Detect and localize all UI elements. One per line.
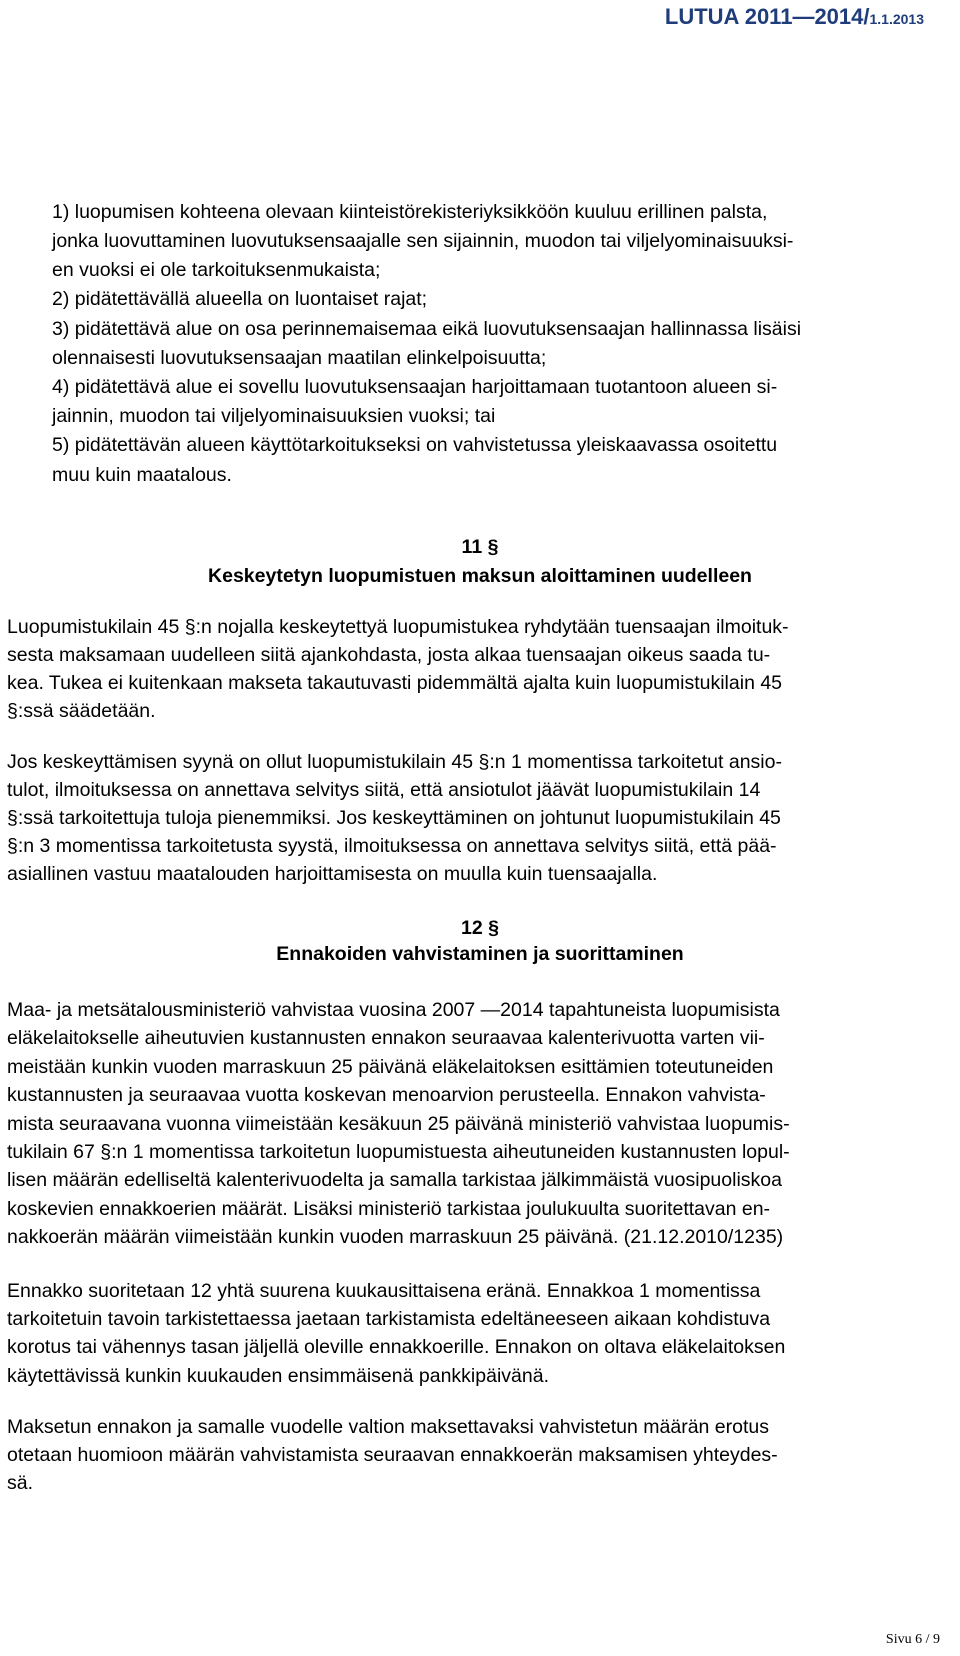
paragraph-line: korotus tai vähennys tasan jäljellä oleville ennakkoerille. Ennakon on oltava eläkelaitoksen [7, 1336, 786, 1358]
paragraph-line: §:ssä tarkoitettuja tuloja pienemmiksi. Jos keskeyttäminen on johtunut luopumistukilain 45 [7, 807, 781, 829]
paragraph-line: Maksetun ennakon ja samalle vuodelle valtion maksettavaksi vahvistetun määrän erotus [7, 1416, 769, 1438]
paragraph-line: asiallinen vastuu maatalouden harjoittamisesta on muulla kuin tuensaajalla. [7, 863, 658, 885]
paragraph-line: lisen määrän edelliseltä kalenterivuodelta ja samalla tarkistaa jälkimmäistä vuosipuoliskoa [7, 1169, 782, 1191]
paragraph-line: Ennakko suoritetaan 12 yhtä suurena kuukausittaisena eränä. Ennakkoa 1 momentissa [7, 1280, 761, 1302]
paragraph-line: tarkoitetuin tavoin tarkistettaessa jaetaan tarkistamista edeltäneeseen aikaan kohdistuva [7, 1308, 771, 1330]
list-line: 5) pidätettävän alueen käyttötarkoitukseksi on vahvistetussa yleiskaavassa osoitettu [52, 434, 778, 456]
page-number: Sivu 6 / 9 [885, 1632, 940, 1647]
section-11-title: Keskeytetyn luopumistuen maksun aloittaminen uudelleen [208, 565, 752, 587]
paragraph-line: kea. Tukea ei kuitenkaan makseta takautuvasti pidemmältä ajalta kuin luopumistukilain 45 [7, 672, 783, 694]
paragraph-line: tukilain 67 §:n 1 momentissa tarkoitetun luopumistuesta aiheutuneiden kustannusten lopul- [7, 1141, 790, 1163]
paragraph-line: meistään kunkin vuoden marraskuun 25 päivänä eläkelaitoksen esittämien toteutuneiden [7, 1056, 774, 1078]
paragraph-line: §:n 3 momentissa tarkoitetusta syystä, ilmoituksessa on annettava selvitys siitä, että pää- [7, 835, 777, 857]
paragraph-line: Jos keskeyttämisen syynä on ollut luopumistukilain 45 §:n 1 momentissa tarkoitetut ansio- [7, 751, 782, 773]
document-header [665, 4, 924, 30]
section-12-number: 12 § [461, 917, 499, 939]
list-line: jainnin, muodon tai viljelyominaisuuksien vuoksi; tai [52, 405, 496, 427]
paragraph-line: Luopumistukilain 45 §:n nojalla keskeytettyä luopumistukea ryhdytään tuensaajan ilmoituk- [7, 616, 789, 638]
list-line: olennaisesti luovutuksensaajan maatilan elinkelpoisuutta; [52, 347, 547, 369]
paragraph-line: mista seuraavana vuonna viimeistään kesäkuun 25 päivänä ministeriö vahvistaa luopumis- [7, 1113, 790, 1135]
header-date: 1.1.2013 [869, 11, 924, 27]
paragraph-line: Maa- ja metsätalousministeriö vahvistaa vuosina 2007 —2014 tapahtuneista luopumisista [7, 999, 780, 1021]
list-line: jonka luovuttaminen luovutuksensaajalle sen sijainnin, muodon tai viljelyominaisuuksi- [52, 230, 794, 252]
list-line: 4) pidätettävä alue ei sovellu luovutuksensaajan harjoittamaan tuotantoon alueen si- [52, 376, 778, 398]
section-11-number: 11 § [461, 536, 499, 558]
list-line: en vuoksi ei ole tarkoituksenmukaista; [52, 259, 381, 281]
list-line: muu kuin maatalous. [52, 464, 232, 486]
list-line: 1) luopumisen kohteena olevaan kiinteistörekisteriyksikköön kuuluu erillinen palsta, [52, 201, 768, 223]
section-12-title: Ennakoiden vahvistaminen ja suorittaminen [276, 943, 684, 965]
paragraph-line: sä. [7, 1472, 34, 1494]
paragraph-line: koskevien ennakkoerien määrät. Lisäksi ministeriö tarkistaa joulukuulta suoritettavan en- [7, 1198, 771, 1220]
paragraph-line: tulot, ilmoituksessa on annettava selvitys siitä, että ansiotulot jäävät luopumistukilain 14 [7, 779, 761, 801]
list-line: 3) pidätettävä alue on osa perinnemaisemaa eikä luovutuksensaajan hallinnassa lisäisi [52, 318, 802, 340]
paragraph-line: kustannusten ja seuraavaa vuotta koskevan menoarvion perusteella. Ennakon vahvista- [7, 1084, 766, 1106]
paragraph-line: nakkoerän määrän viimeistään kunkin vuoden marraskuun 25 päivänä. (21.12.2010/1235) [7, 1226, 784, 1248]
paragraph-line: eläkelaitokselle aiheutuvien kustannusten ennakon seuraavaa kalenterivuotta varten vii- [7, 1027, 765, 1049]
header-title: LUTUA 2011—2014/ [664, 4, 870, 29]
paragraph-line: käytettävissä kunkin kuukauden ensimmäisenä pankkipäivänä. [7, 1365, 549, 1387]
paragraph-line: otetaan huomioon määrän vahvistamista seuraavan ennakkoerän maksamisen yhteydes- [7, 1444, 778, 1466]
paragraph-line: sesta maksamaan uudelleen siitä ajankohdasta, josta alkaa tuensaajan oikeus saada tu- [7, 644, 771, 666]
list-line: 2) pidätettävällä alueella on luontaiset rajat; [52, 288, 428, 310]
paragraph-line: §:ssä säädetään. [7, 700, 156, 722]
